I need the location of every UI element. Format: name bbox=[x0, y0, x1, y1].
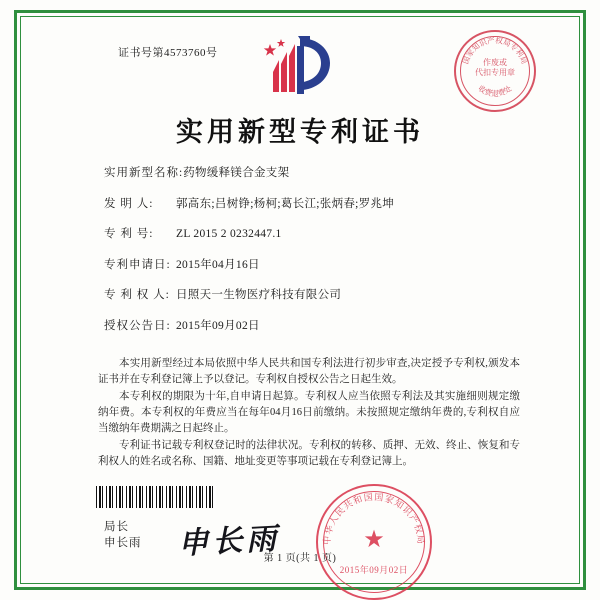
page-footer: 第 1 页(共 1 页) bbox=[263, 553, 337, 564]
field-list bbox=[104, 164, 516, 347]
seal-top-arc-text: 国家知识产权局专利局 bbox=[460, 35, 530, 66]
field-label: 专 利 权 人: bbox=[104, 289, 170, 301]
cnipa-logo-icon bbox=[240, 32, 360, 98]
certificate-number: 证书号第4573760号 bbox=[118, 47, 218, 59]
national-office-seal bbox=[316, 484, 432, 600]
field-row-patent-number bbox=[104, 225, 516, 241]
seal-center-text: 作废或 代扣专用章 bbox=[475, 58, 515, 77]
signature-name-label: 申长雨 bbox=[104, 537, 142, 549]
field-value: 药物缓释镁合金支架 bbox=[183, 167, 290, 179]
field-label: 专 利 号: bbox=[104, 228, 154, 240]
seal-date: 2015年09月02日 bbox=[339, 565, 409, 575]
field-row-inventors bbox=[104, 195, 516, 211]
fee-refund-seal bbox=[454, 30, 536, 112]
field-label: 发 明 人: bbox=[104, 197, 154, 210]
paragraph: 本专利权的期限为十年,自申请日起算。专利权人应当依照专利法及其实施细则规定缴纳年费。本专利权的年费应当在每年04月16日前缴纳。未按照规定缴纳年费的,专利权自应当缴纳年费期满之日起终止。 bbox=[98, 391, 520, 434]
signature-labels bbox=[104, 519, 142, 551]
star-icon: ★ bbox=[363, 527, 385, 554]
field-value: 2015年09月02日 bbox=[176, 319, 260, 332]
seal-bottom-arc-text: 收费退费处 bbox=[476, 83, 514, 98]
page-title: 实用新型专利证书 bbox=[176, 117, 424, 147]
field-row-name bbox=[104, 164, 516, 180]
field-value: 2015年04月16日 bbox=[176, 258, 260, 271]
field-value: 日照天一生物医疗科技有限公司 bbox=[176, 289, 342, 301]
barcode bbox=[96, 486, 216, 508]
paragraph: 本实用新型经过本局依照中华人民共和国专利法进行初步审查,决定授予专利权,颁发本证书并在专利登记簿上予以登记。专利权自授权公告之日起生效。 bbox=[98, 358, 520, 385]
signature-role-label: 局长 bbox=[104, 521, 129, 533]
handwritten-signature: 申长雨 bbox=[177, 522, 281, 561]
field-row-grant-date bbox=[104, 317, 516, 333]
field-label: 授权公告日: bbox=[104, 319, 171, 332]
paragraph: 专利证书记载专利权登记时的法律状况。专利权的转移、质押、无效、终止、恢复和专利权人的姓名或名称、国籍、地址变更等事项记载在专利登记簿上。 bbox=[98, 440, 520, 467]
field-label: 专利申请日: bbox=[104, 258, 171, 271]
legal-text-block bbox=[98, 356, 520, 471]
field-row-patentee bbox=[104, 286, 516, 302]
field-label: 实用新型名称: bbox=[104, 167, 184, 179]
field-value: 郭高东;吕树铮;杨柯;葛长江;张炳春;罗兆坤 bbox=[176, 197, 395, 210]
certificate-content bbox=[28, 24, 572, 576]
seal-main-arc-text: 中华人民共和国国家知识产权局 bbox=[321, 491, 427, 546]
field-value: ZL 2015 2 0232447.1 bbox=[176, 228, 282, 240]
field-row-application-date bbox=[104, 256, 516, 272]
